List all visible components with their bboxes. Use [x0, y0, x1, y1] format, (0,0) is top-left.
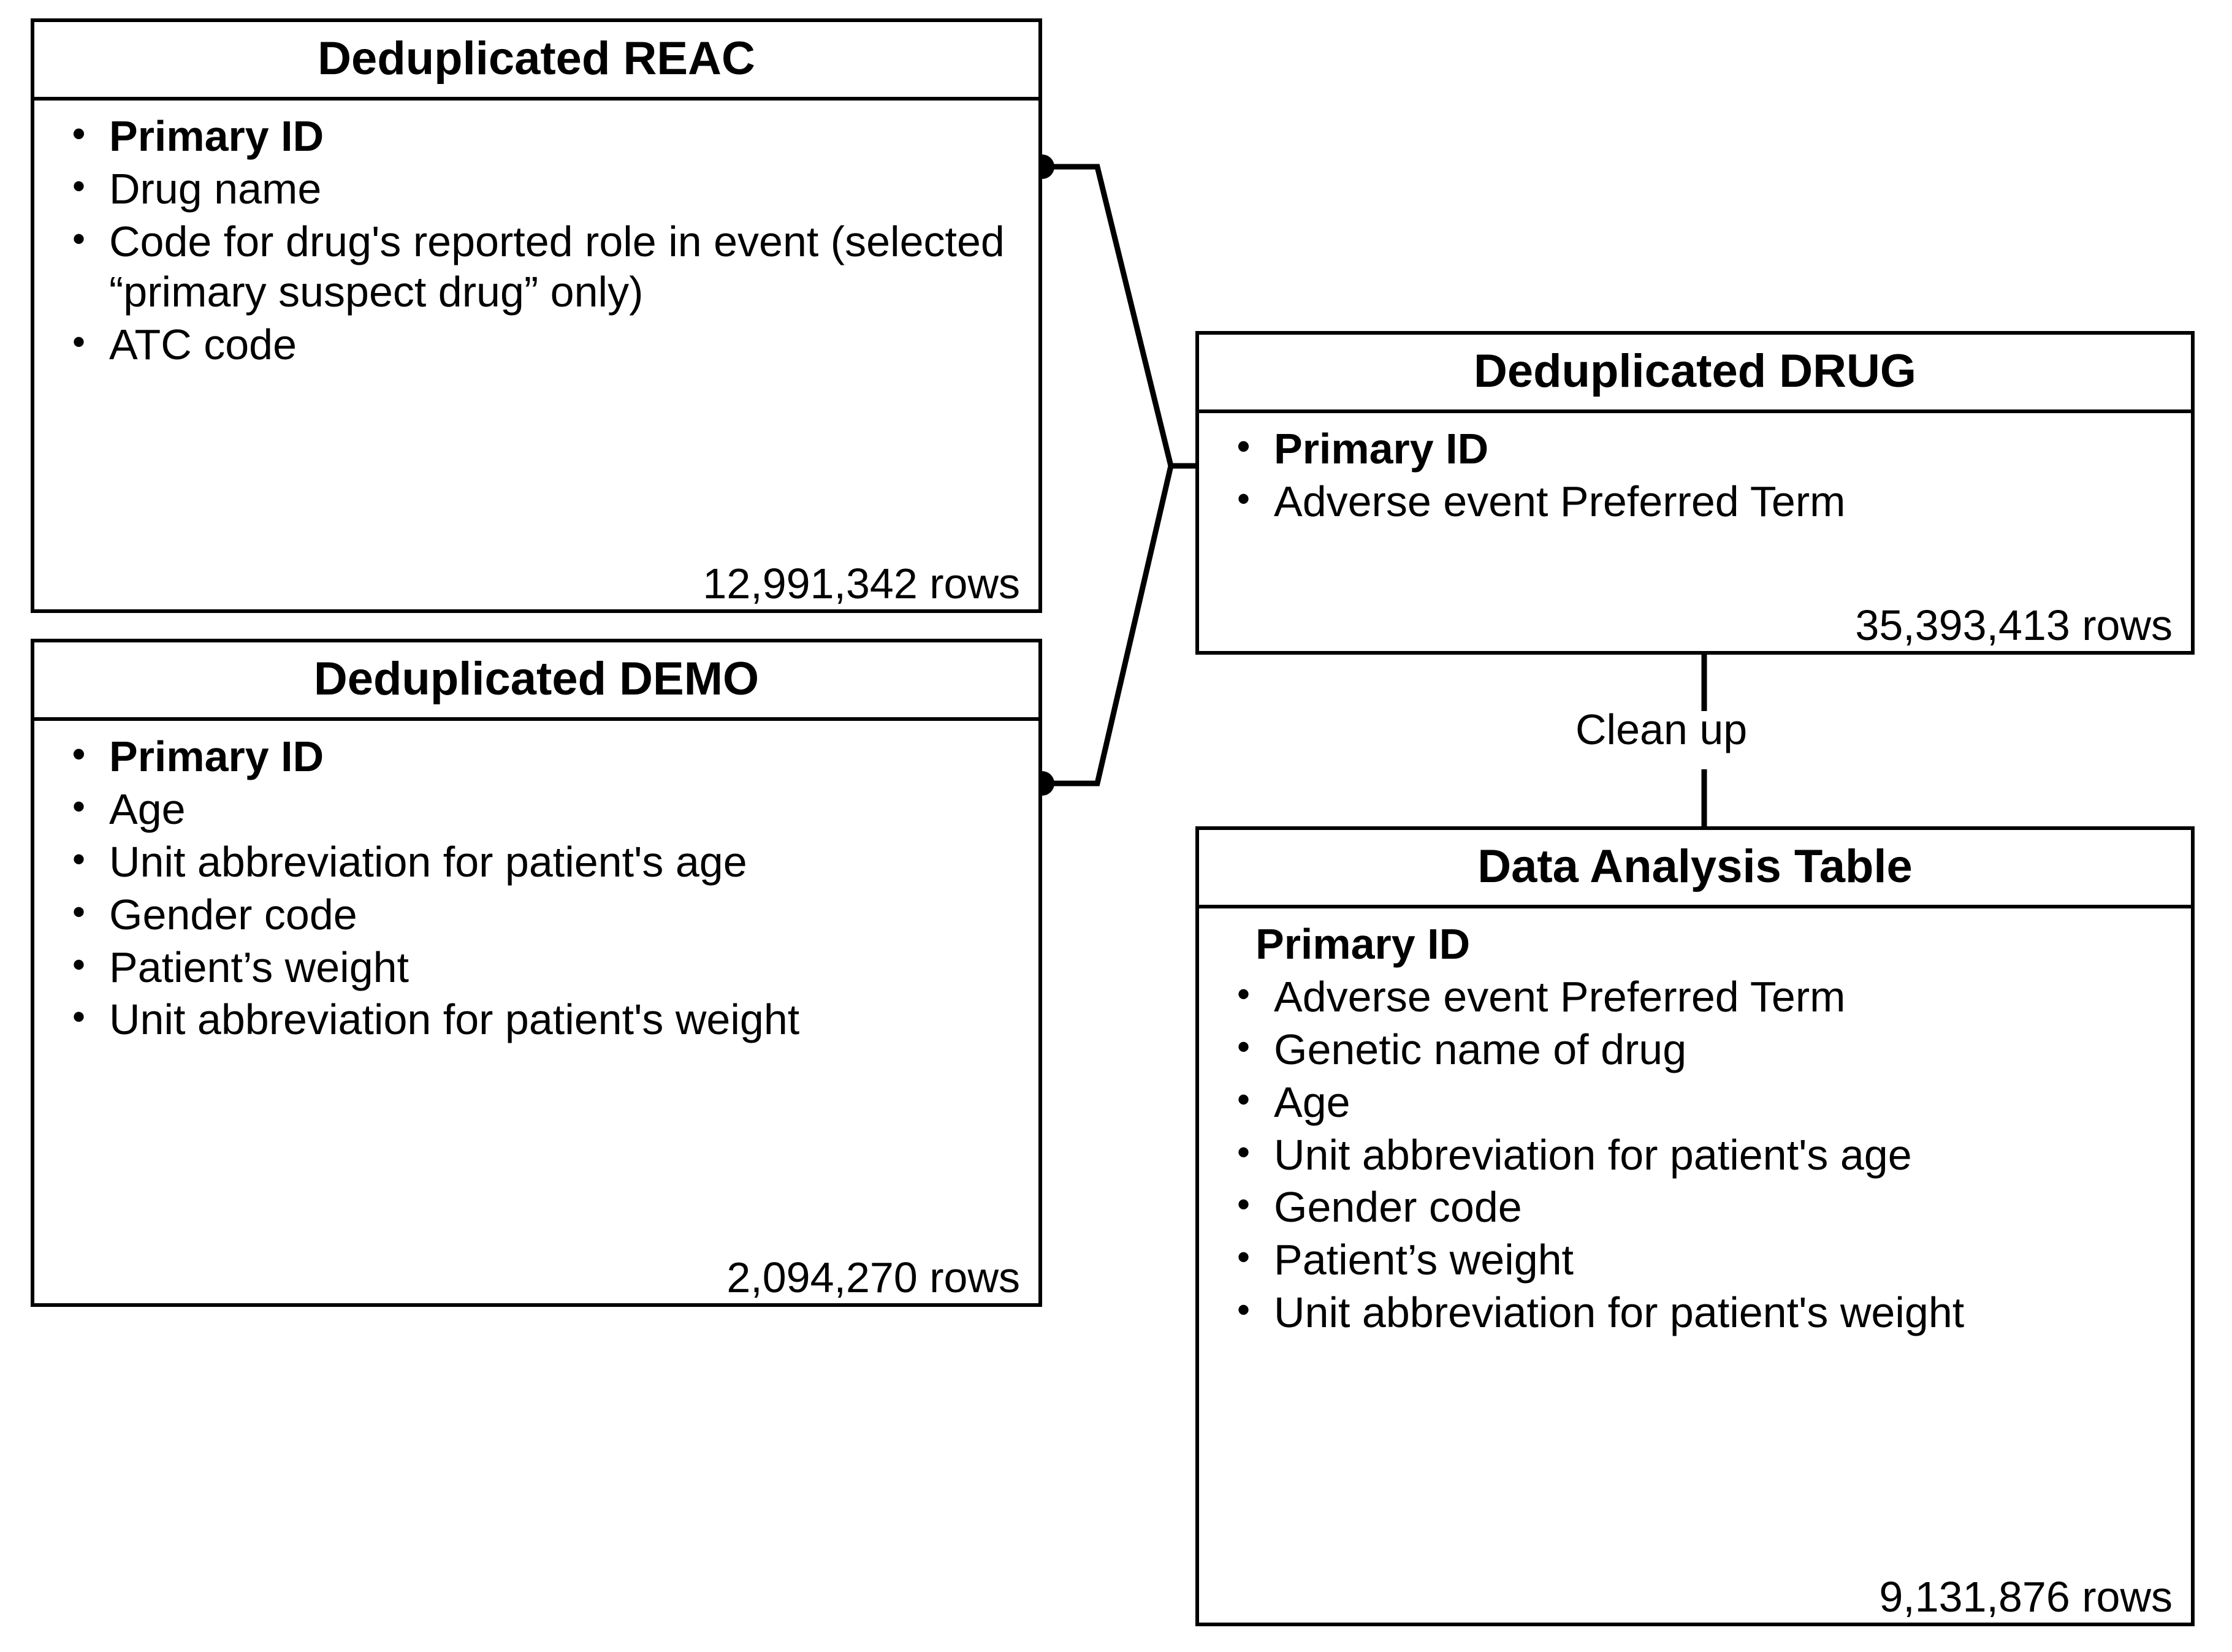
field-item: • Adverse event Preferred Term: [1217, 477, 2173, 527]
field-item: • Genetic name of drug: [1217, 1025, 2173, 1075]
field-item: • Unit abbreviation for patient's age: [53, 837, 1020, 888]
field-list-drug: [1217, 424, 2173, 527]
box-body-deduplicated-drug: [1199, 413, 2191, 655]
field-item: • Adverse event Preferred Term: [1217, 972, 2173, 1022]
field-item: • Primary ID: [1217, 424, 2173, 474]
box-body-deduplicated-reac: [34, 101, 1038, 613]
field-item: • Age: [1217, 1078, 2173, 1128]
row-count-drug: 35,393,413 rows: [1855, 601, 2173, 649]
edge-label-clean-up: Clean up: [1575, 706, 1748, 753]
box-title-data-analysis-table: Data Analysis Table: [1199, 830, 2191, 908]
field-item: Primary ID: [1255, 920, 1471, 968]
field-item: • ATC code: [53, 320, 1020, 370]
row-count-demo: 2,094,270 rows: [726, 1254, 1020, 1301]
row-count-analysis: 9,131,876 rows: [1879, 1573, 2173, 1621]
field-item: • Drug name: [53, 164, 1020, 215]
box-title-deduplicated-reac: Deduplicated REAC: [34, 22, 1038, 101]
box-deduplicated-reac: [31, 18, 1042, 613]
field-item: • Unit abbreviation for patient's age: [1217, 1130, 2173, 1181]
field-item: • Gender code: [1217, 1182, 2173, 1233]
field-item: • Code for drug's reported role in event (selected “primary suspect drug” only): [53, 217, 1020, 318]
box-data-analysis-table: [1195, 826, 2195, 1626]
box-title-deduplicated-demo: Deduplicated DEMO: [34, 642, 1038, 721]
field-item: • Patient’s weight: [1217, 1235, 2173, 1285]
field-item: • Unit abbreviation for patient's weight: [53, 995, 1020, 1045]
field-item: • Primary ID: [53, 112, 1020, 162]
field-list-analysis: [1217, 919, 2173, 1338]
field-item: • Gender code: [53, 890, 1020, 940]
box-deduplicated-drug: [1195, 331, 2195, 655]
box-body-data-analysis-table: [1199, 908, 2191, 1626]
field-item: • Unit abbreviation for patient's weight: [1217, 1288, 2173, 1338]
box-body-deduplicated-demo: [34, 721, 1038, 1307]
row-count-reac: 12,991,342 rows: [703, 560, 1020, 607]
field-item: • Primary ID: [53, 732, 1020, 782]
box-deduplicated-demo: [31, 639, 1042, 1307]
field-list-demo: [53, 732, 1020, 1045]
field-item: • Age: [53, 785, 1020, 835]
box-title-deduplicated-drug: Deduplicated DRUG: [1199, 335, 2191, 413]
field-item: • Patient’s weight: [53, 943, 1020, 993]
field-list-reac: [53, 112, 1020, 370]
